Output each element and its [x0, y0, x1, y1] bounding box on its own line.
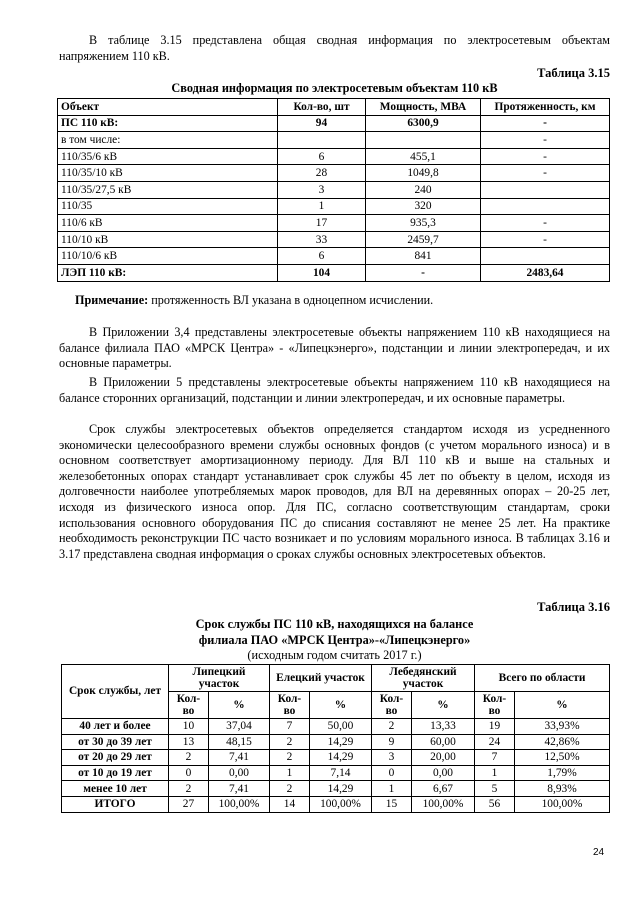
table-cell	[481, 198, 610, 215]
table-cell: 110/35	[58, 198, 278, 215]
table-cell: 2	[270, 750, 310, 766]
table-cell: 2	[372, 719, 412, 735]
table-cell: 19	[475, 719, 515, 735]
subheader-cell: Кол-во	[372, 692, 412, 719]
subheader-cell: Кол-во	[475, 692, 515, 719]
table-cell: 17	[278, 215, 366, 232]
table-cell: 15	[372, 796, 412, 812]
table-cell: 110/35/10 кВ	[58, 165, 278, 182]
table-cell: 100,00%	[310, 796, 372, 812]
table-cell: 7	[270, 719, 310, 735]
table-row	[58, 181, 610, 198]
table-cell: 6,67	[412, 781, 475, 797]
table-row	[62, 765, 610, 781]
table-cell: 14,29	[310, 734, 372, 750]
subheader-cell: %	[515, 692, 610, 719]
body-paragraph: Срок службы электросетевых объектов определяется стандартом исходя из усредненного экономически целесообразного времени службы основных фондов (с учетом морального износа) и в основном соответствует амортизационному периоду. Для ВЛ 110 кВ и выше на стальных и железобетонных опорах стандарт устанавливает срок службы 45 лет по объекту в целом, исходя из долговечности наиболее употребляемых марок проводов, для ВЛ на деревянных опорах – 20-25 лет, исходя из физического износа опор. Для ПС, согласно соответствующим стандартам, сроки использования основного оборудования ПС до списания составляют не менее 25 лет. На практике необходимость реконструкции ПС часто возникает и по условиям морального износа. В таблицах 3.16 и 3.17 представлена сводная информация о сроках службы основных электросетевых объектов.	[59, 422, 610, 561]
table-row	[62, 781, 610, 797]
body-paragraph: В Приложении 5 представлены электросетевые объекты напряжением 110 кВ находящиеся на балансе сторонних организаций, подстанции и линии электропередач, и их основные параметры.	[59, 375, 610, 405]
table-cell: 6300,9	[366, 115, 481, 132]
table-cell: 3	[372, 750, 412, 766]
table-row	[58, 215, 610, 232]
table-header-row	[58, 99, 610, 116]
table-cell: 12,50%	[515, 750, 610, 766]
table-cell: 2459,7	[366, 231, 481, 248]
table-row	[58, 165, 610, 182]
table-cell: 40 лет и более	[62, 719, 169, 735]
table-cell: менее 10 лет	[62, 781, 169, 797]
group-header: Лебедянский участок	[372, 665, 475, 692]
table-cell	[278, 132, 366, 149]
table-cell: 24	[475, 734, 515, 750]
table-cell: 13	[169, 734, 209, 750]
table-cell: 37,04	[209, 719, 270, 735]
table-cell: 1049,8	[366, 165, 481, 182]
intro-paragraph: В таблице 3.15 представлена общая сводная информация по электросетевым объектам напряжением 110 кВ.	[59, 33, 610, 63]
table-cell: 110/35/6 кВ	[58, 148, 278, 165]
table-row	[58, 248, 610, 265]
table-cell: 3	[278, 181, 366, 198]
table-cell: 0,00	[209, 765, 270, 781]
table-cell: 13,33	[412, 719, 475, 735]
table-cell: 110/6 кВ	[58, 215, 278, 232]
table-cell: от 20 до 29 лет	[62, 750, 169, 766]
table-cell: в том числе:	[58, 132, 278, 149]
table-cell: -	[481, 165, 610, 182]
service-life-table	[61, 664, 610, 813]
table-cell: -	[366, 264, 481, 281]
table-cell: 110/10/6 кВ	[58, 248, 278, 265]
table-cell: 100,00%	[412, 796, 475, 812]
table-note	[75, 293, 433, 308]
table-cell: 2	[169, 781, 209, 797]
table-cell: 6	[278, 148, 366, 165]
note-label: Примечание:	[75, 293, 149, 307]
table-cell: -	[481, 215, 610, 232]
table-cell: 33,93%	[515, 719, 610, 735]
table-row	[58, 148, 610, 165]
header-cell: Мощность, МВА	[366, 99, 481, 116]
table-cell	[481, 181, 610, 198]
table-cell: 33	[278, 231, 366, 248]
table-row	[58, 231, 610, 248]
table-total-row	[62, 796, 610, 812]
table-cell: 7,41	[209, 781, 270, 797]
table-cell: 1,79%	[515, 765, 610, 781]
table-header-row	[62, 665, 610, 692]
table-cell: 7,41	[209, 750, 270, 766]
table-cell: 100,00%	[209, 796, 270, 812]
table-3-16-label: Таблица 3.16	[537, 600, 610, 614]
table-cell: 0	[372, 765, 412, 781]
table-cell: 94	[278, 115, 366, 132]
table-cell: 1	[278, 198, 366, 215]
subheader-cell: %	[412, 692, 475, 719]
table-cell: 10	[169, 719, 209, 735]
table-cell: 2	[270, 781, 310, 797]
table-cell: 1	[475, 765, 515, 781]
table-cell: 2	[169, 750, 209, 766]
table-cell	[366, 132, 481, 149]
table-cell: 8,93%	[515, 781, 610, 797]
subheader-cell: Кол-во	[270, 692, 310, 719]
table-cell: -	[481, 231, 610, 248]
table-cell: 14,29	[310, 750, 372, 766]
table-cell: 5	[475, 781, 515, 797]
table-cell: 320	[366, 198, 481, 215]
table-cell: от 30 до 39 лет	[62, 734, 169, 750]
table-cell: 1	[270, 765, 310, 781]
subheader-cell: %	[310, 692, 372, 719]
table-row	[62, 734, 610, 750]
table-row	[58, 115, 610, 132]
table-cell: 1	[372, 781, 412, 797]
table-cell	[481, 248, 610, 265]
table-cell: 60,00	[412, 734, 475, 750]
subheader-cell: Кол-во	[169, 692, 209, 719]
table-row	[62, 750, 610, 766]
table-3-15-caption: Сводная информация по электросетевым объектам 110 кВ	[171, 81, 498, 95]
table-row	[62, 719, 610, 735]
table-cell: 14	[270, 796, 310, 812]
summary-table	[57, 98, 610, 282]
body-paragraph: В Приложении 3,4 представлены электросетевые объекты напряжением 110 кВ находящиеся на балансе филиала ПАО «МРСК Центра» - «Липецкэнерго», подстанции и линии электропередач, и их основные параметры.	[59, 325, 610, 371]
table-cell: 2483,64	[481, 264, 610, 281]
table-cell: 2	[270, 734, 310, 750]
subheader-cell: %	[209, 692, 270, 719]
table-cell: 100,00%	[515, 796, 610, 812]
table-cell: 50,00	[310, 719, 372, 735]
table-cell: 0	[169, 765, 209, 781]
header-cell: Срок службы, лет	[62, 665, 169, 719]
table-row	[58, 264, 610, 281]
header-cell: Объект	[58, 99, 278, 116]
table-cell: 240	[366, 181, 481, 198]
table-3-16-caption-line1: Срок службы ПС 110 кВ, находящихся на балансе	[195, 617, 474, 631]
header-cell: Кол-во, шт	[278, 99, 366, 116]
table-cell: 48,15	[209, 734, 270, 750]
table-cell: 7	[475, 750, 515, 766]
table-3-16-caption-line3: (исходным годом считать 2017 г.)	[247, 648, 422, 662]
table-cell: 20,00	[412, 750, 475, 766]
table-cell: 14,29	[310, 781, 372, 797]
group-header: Всего по области	[475, 665, 610, 692]
table-cell: 56	[475, 796, 515, 812]
table-row	[58, 198, 610, 215]
table-cell: 7,14	[310, 765, 372, 781]
table-cell: -	[481, 148, 610, 165]
table-3-16-caption-line2: филиала ПАО «МРСК Центра»-«Липецкэнерго»	[198, 633, 471, 647]
table-cell: 9	[372, 734, 412, 750]
table-cell: ЛЭП 110 кВ:	[58, 264, 278, 281]
table-cell: ИТОГО	[62, 796, 169, 812]
group-header: Елецкий участок	[270, 665, 372, 692]
table-cell: -	[481, 132, 610, 149]
table-cell: 841	[366, 248, 481, 265]
table-cell: 42,86%	[515, 734, 610, 750]
table-cell: 104	[278, 264, 366, 281]
table-row	[58, 132, 610, 149]
table-cell: 27	[169, 796, 209, 812]
table-cell: -	[481, 115, 610, 132]
table-cell: 935,3	[366, 215, 481, 232]
table-cell: 110/10 кВ	[58, 231, 278, 248]
table-cell: 455,1	[366, 148, 481, 165]
table-cell: от 10 до 19 лет	[62, 765, 169, 781]
group-header: Липецкий участок	[169, 665, 270, 692]
note-text: протяженность ВЛ указана в одноцепном исчислении.	[148, 293, 434, 307]
page-number: 24	[593, 847, 605, 858]
table-cell: 6	[278, 248, 366, 265]
header-cell: Протяженность, км	[481, 99, 610, 116]
table-cell: 28	[278, 165, 366, 182]
table-cell: 0,00	[412, 765, 475, 781]
table-cell: 110/35/27,5 кВ	[58, 181, 278, 198]
table-cell: ПС 110 кВ:	[58, 115, 278, 132]
table-3-15-label: Таблица 3.15	[537, 66, 610, 80]
